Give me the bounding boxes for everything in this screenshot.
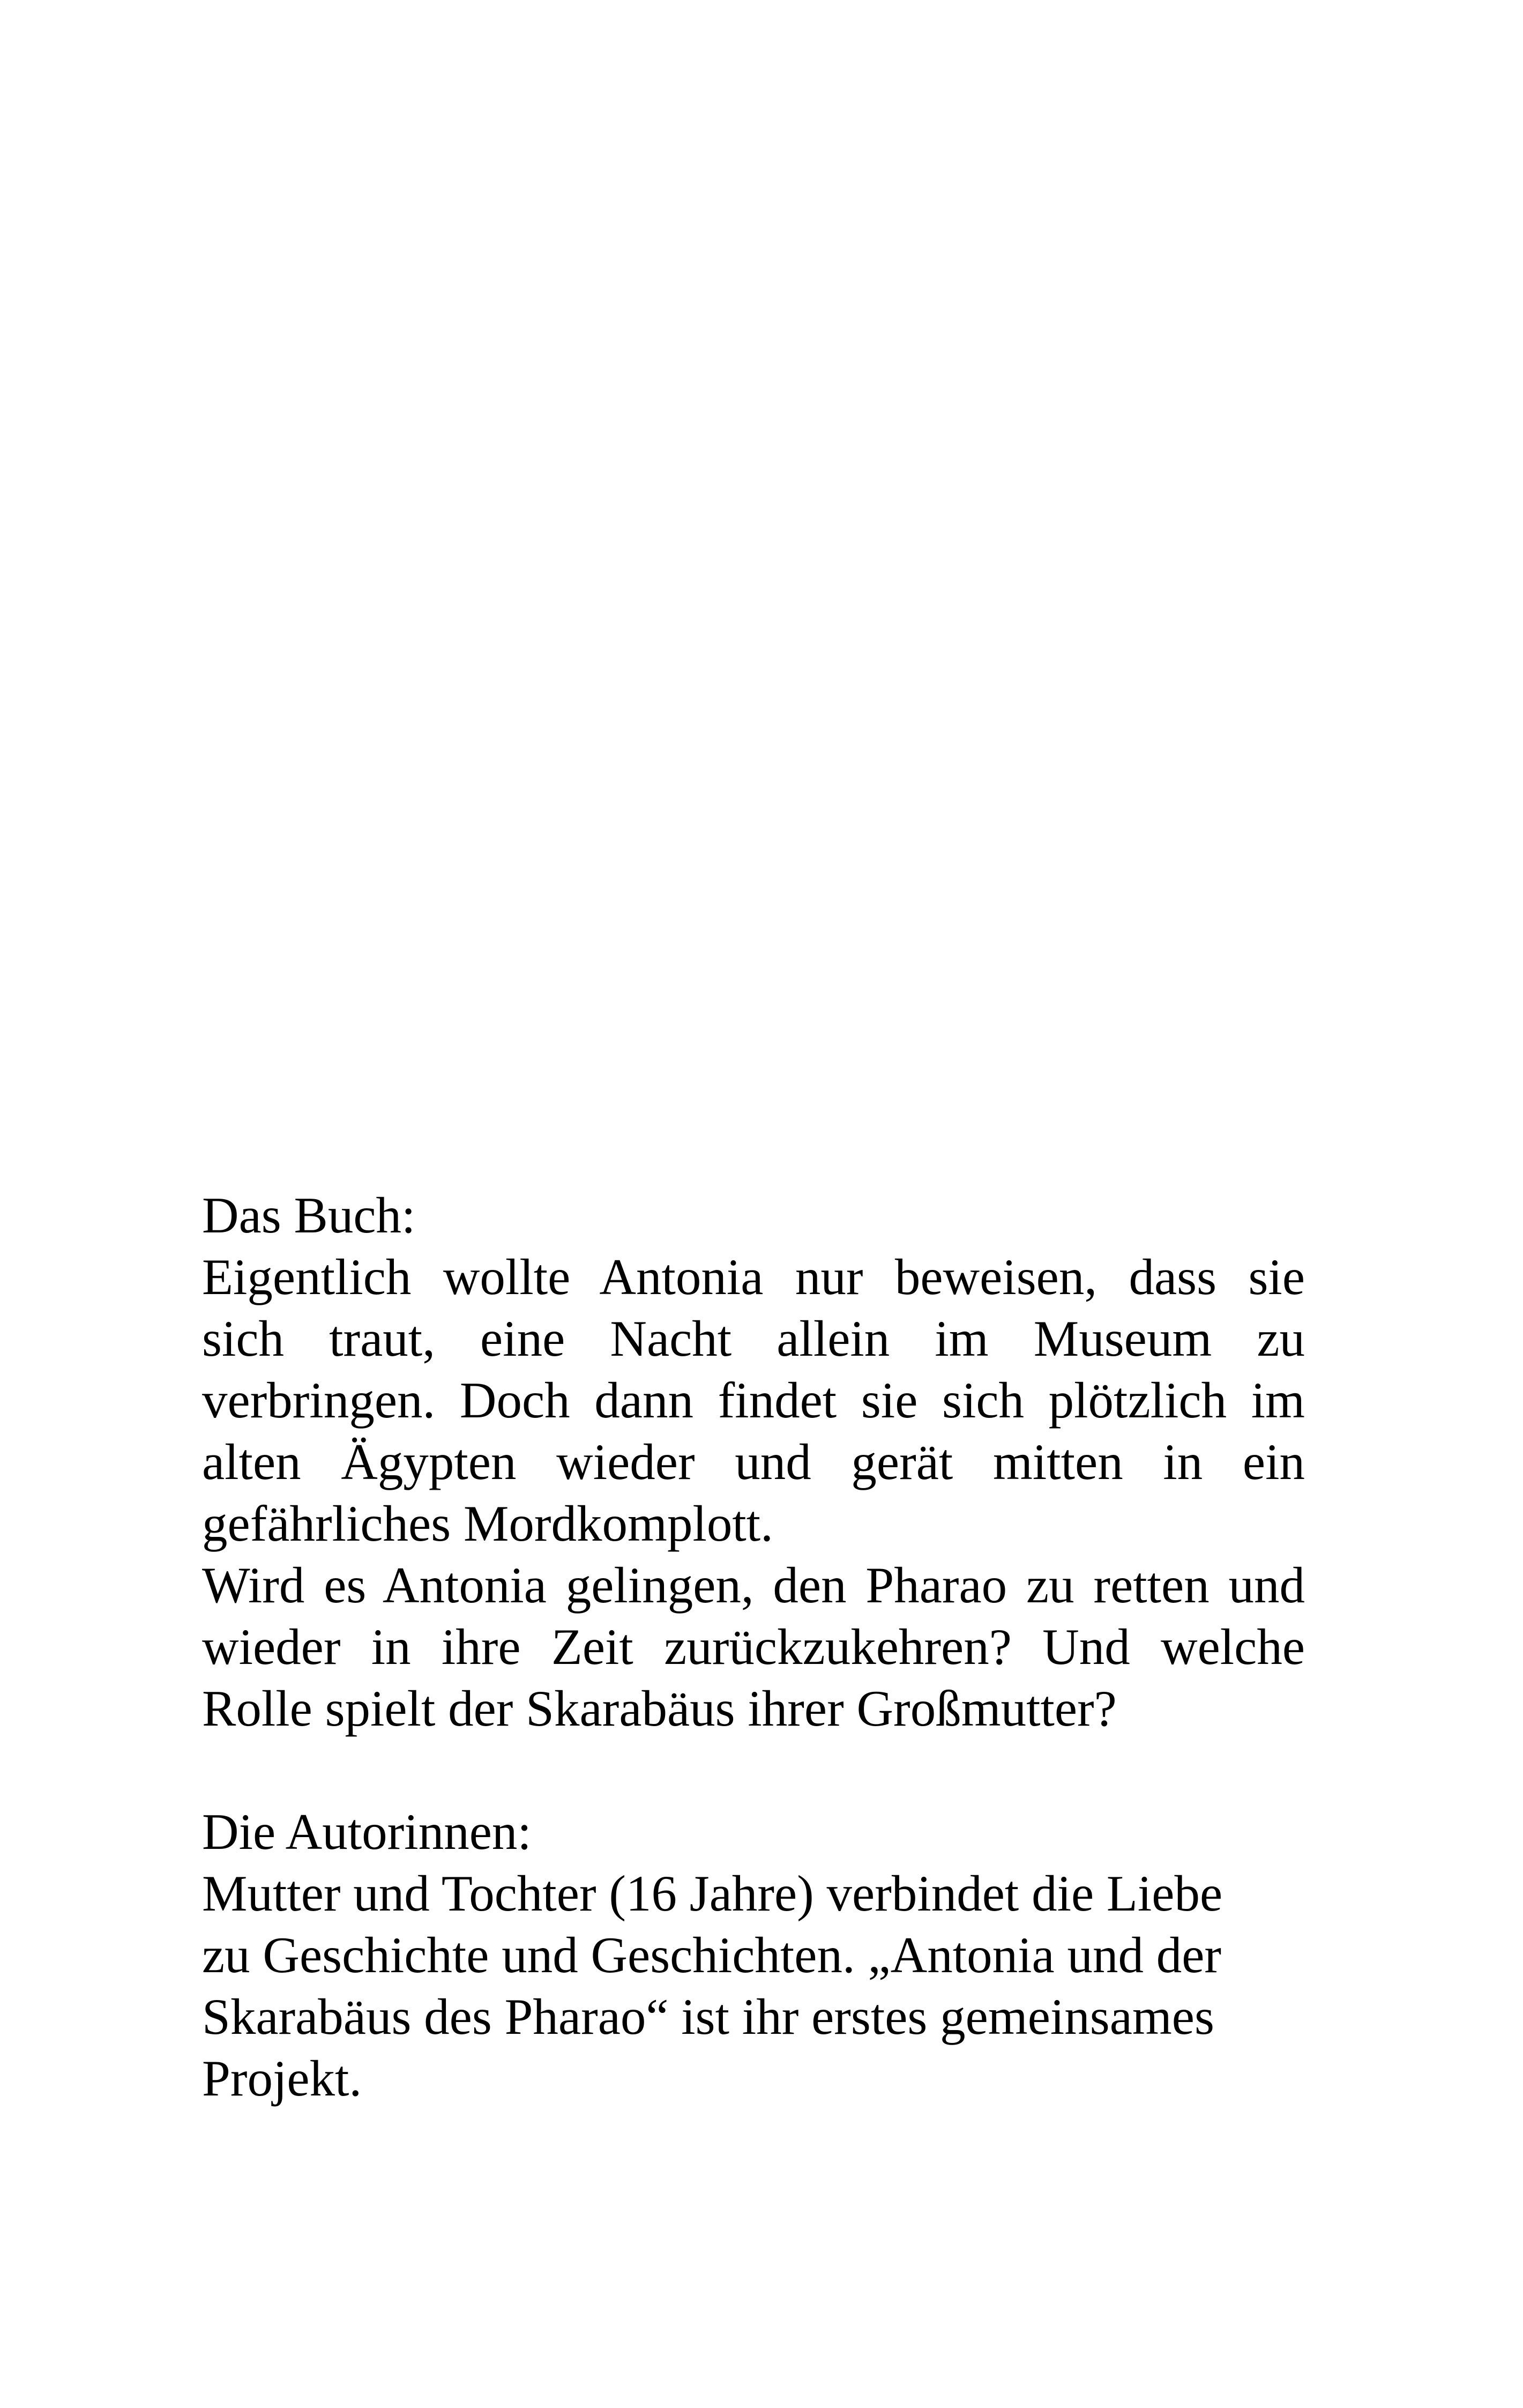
authors-text-line: zu Geschichte und Geschichten. „Antonia und der	[202, 1927, 1221, 1983]
book-text-line: Wird es Antonia gelingen, den Pharao zu retten und	[202, 1557, 1305, 1614]
section-spacer	[202, 1740, 1305, 1801]
authors-text-line: Projekt.	[202, 2050, 362, 2107]
book-text-line: Eigentlich wollte Antonia nur beweisen, dass sie	[202, 1248, 1305, 1305]
authors-text-line: Skarabäus des Pharao“ ist ihr erstes gemeinsames	[202, 1988, 1214, 2045]
authors-text-line: Mutter und Tochter (16 Jahre) verbindet die Liebe	[202, 1865, 1223, 1922]
book-text-line: gefährliches Mordkomplott.	[202, 1495, 773, 1552]
book-text-line: verbringen. Doch dann findet sie sich plötzlich im	[202, 1372, 1305, 1429]
book-heading: Das Buch:	[202, 1187, 416, 1244]
book-text-line: alten Ägypten wieder und gerät mitten in ein	[202, 1433, 1305, 1490]
authors-heading: Die Autorinnen:	[202, 1803, 532, 1860]
book-text-line: wieder in ihre Zeit zurückzukehren? Und welche	[202, 1618, 1305, 1675]
back-cover-text	[202, 1185, 1305, 2109]
book-text-line: Rolle spielt der Skarabäus ihrer Großmutter?	[202, 1680, 1117, 1737]
book-text-line: sich traut, eine Nacht allein im Museum zu	[202, 1310, 1305, 1367]
